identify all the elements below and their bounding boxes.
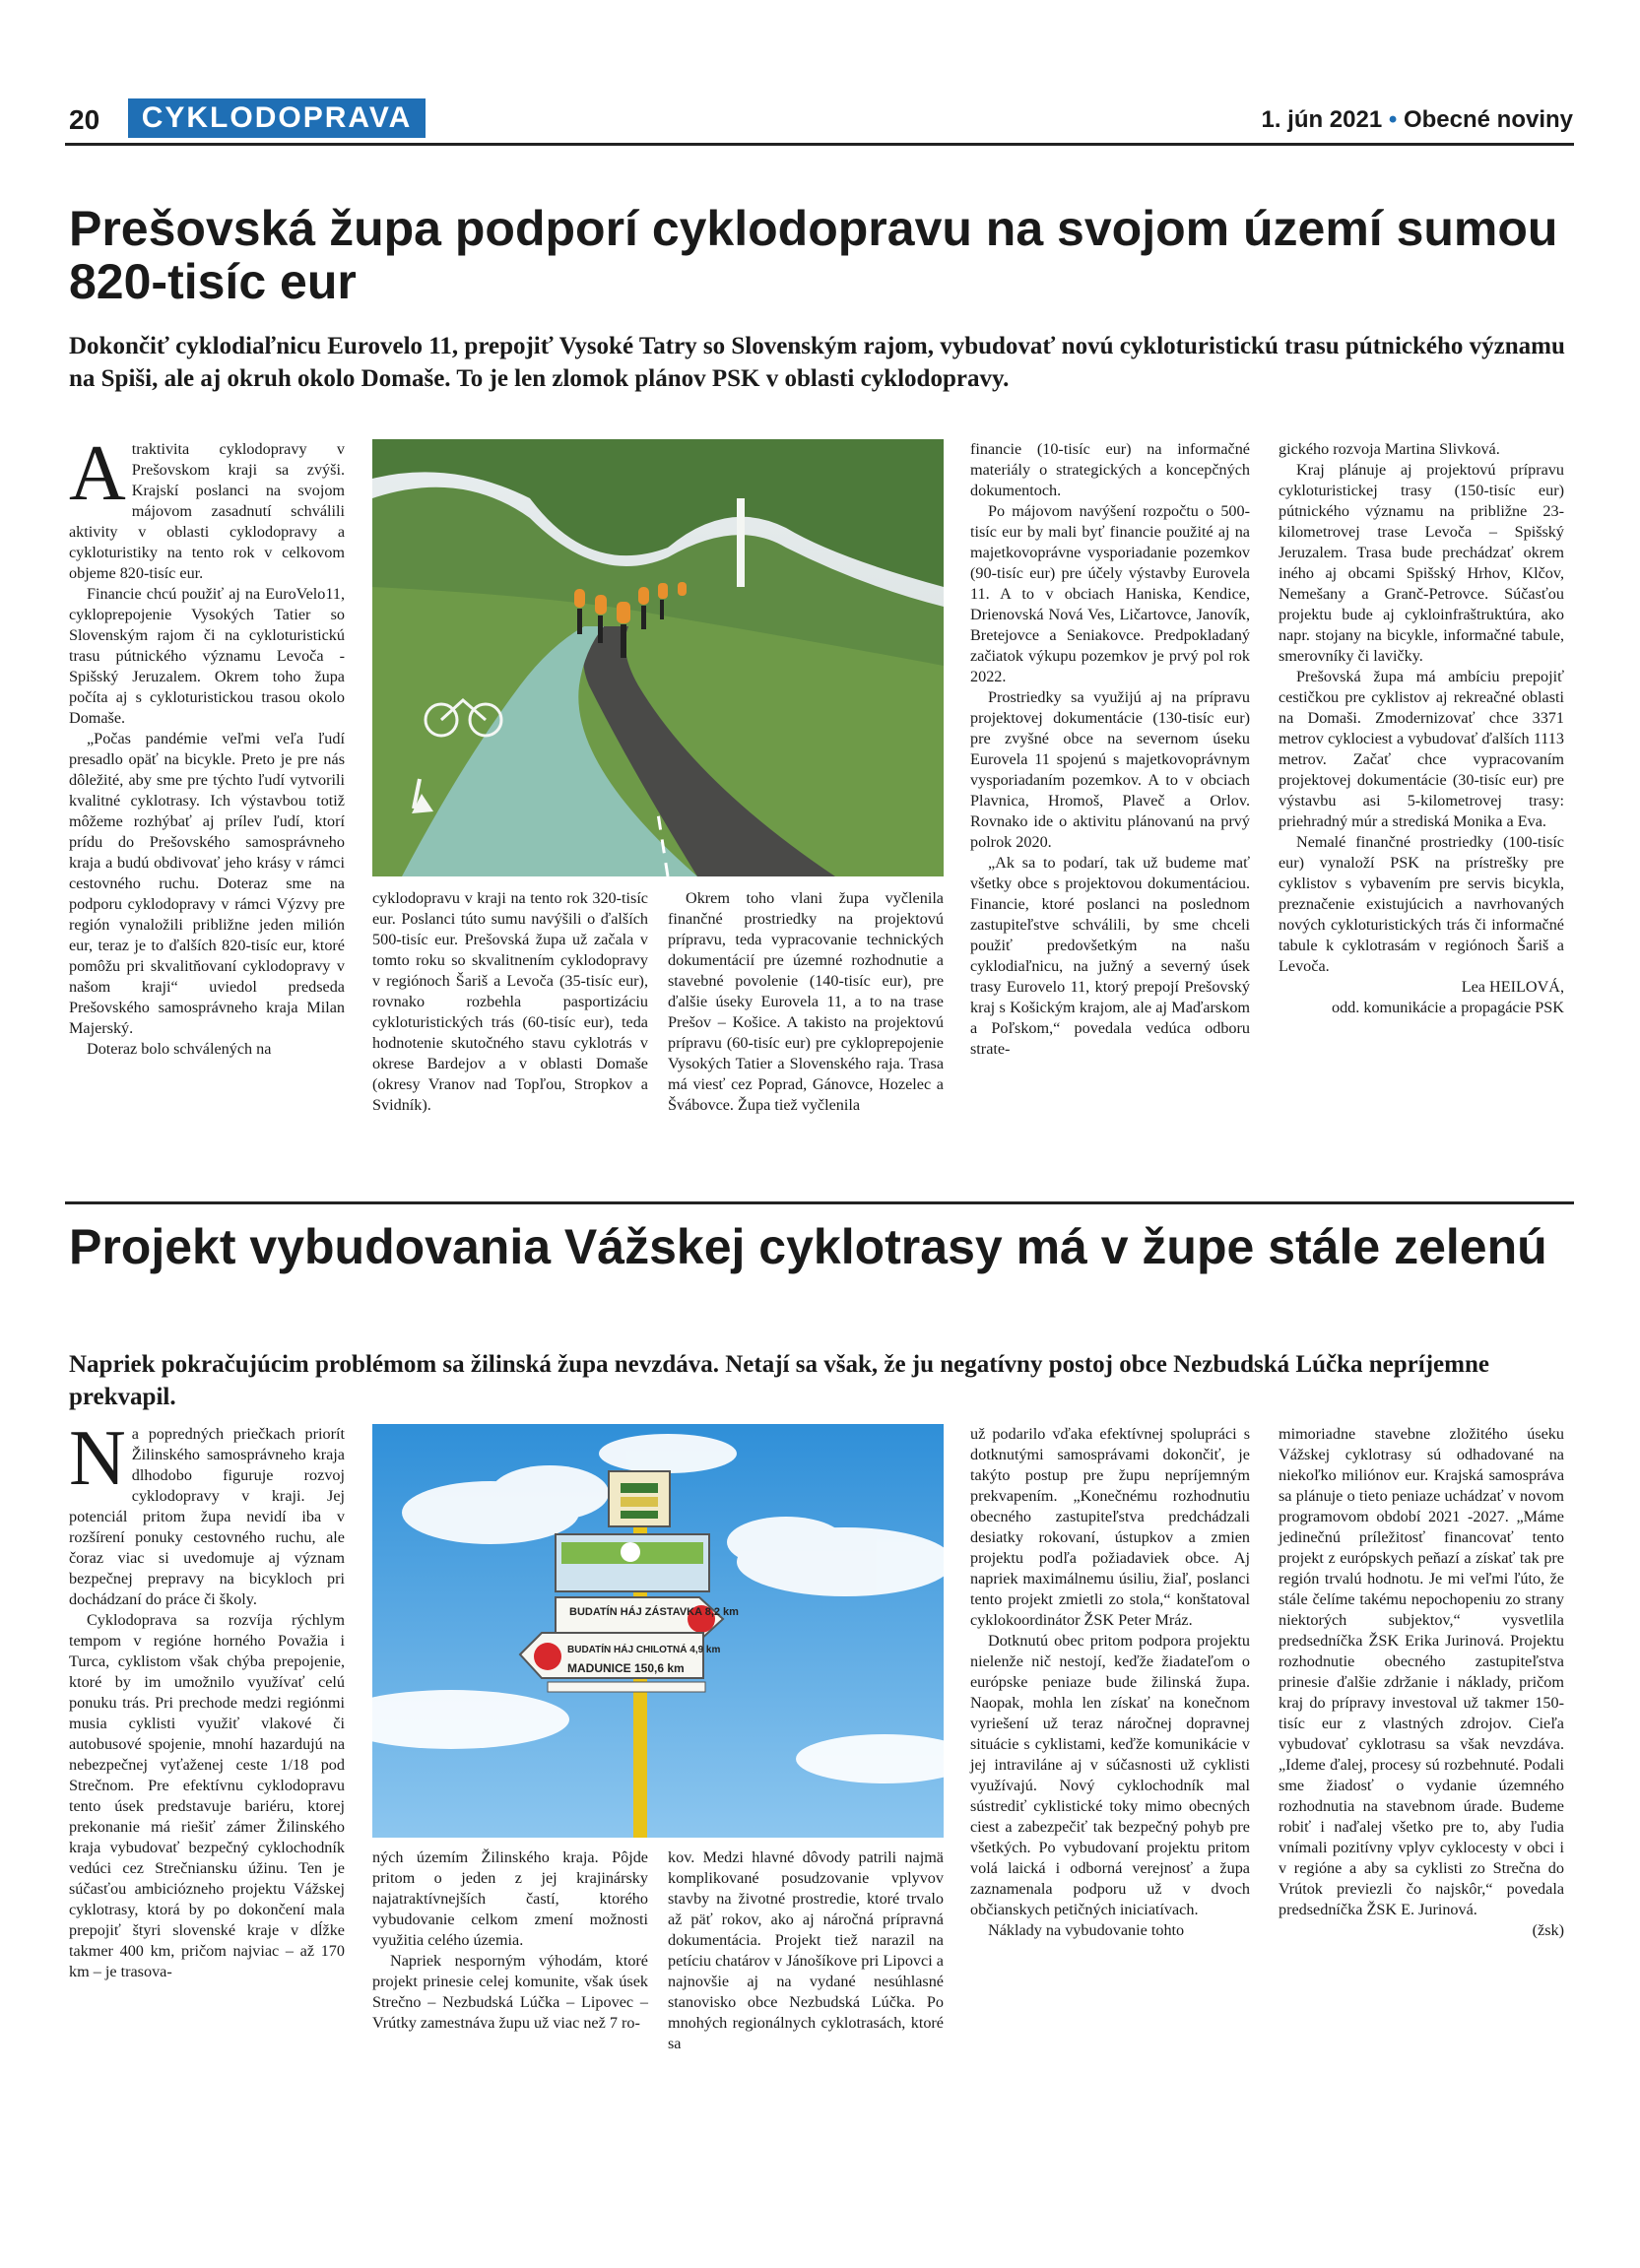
article2-paragraph: Dotknutú obec pritom podpora projektu nielenže nič nestojí, keďže žiadateľom o európske peniaze bude žilinská župa. Naopak, mohla len získať na konečnom vyriešení už teraz náročnej dopravnej situácie s cyklistami, keďže komunikácie v jej intraviláne aj v súčasnosti už cyklisti využívajú. Nový cyklochodník mal sústrediť cyklistické toky mimo obecných ciest a zabezpečiť tak bezpečný pohyb pre všetkých. Po vybudovaní projektu pritom volá laická i odborná verejnosť a župa zaznamenala podporu už v dvoch občianskych petičných iniciatívach. (970, 1632, 1250, 1918)
paper-name: Obecné noviny (1403, 106, 1573, 133)
article2-paragraph: už podarilo vďaka efektívnej spolupráci s dotknutými samosprávami dokončiť, je takýto postup pre župu nepríjemným prekvapením. „Konečnému rozhodnutiu obecného zastupiteľstva predchádzali desiatky rokovaní, ústupkov a zmien projektu podľa požiadaviek obce. Aj napriek maximálnemu úsiliu, žiaľ, poslanci tento projekt zmietli zo stola,“ konštatoval cyklokoordinátor ŽSK Peter Mráz. (970, 1425, 1250, 1629)
article1-paragraph: Financie chcú použiť aj na EuroVelo11, cykloprepojenie Vysokých Tatier so Slovenským rajom či na cykloturistickú trasu pútnického významu Levoča - Spišský Jeruzalem. Okrem toho župa počíta aj s cykloturistickou trasou okolo Domaše. (69, 585, 345, 727)
article1-paragraph: „Počas pandémie veľmi veľa ľudí presadlo opäť na bicykle. Preto je pre nás dôležité, aby sme pre týchto ľudí vytvorili kvalitné cyklotrasy. Ich výstavbou totiž môžeme rozhýbať aj prílev ľudí, ktorí prídu do Prešovského samosprávneho kraja a budú obdivovať jeho krásy v rámci cestovného ruchu. Doteraz sme na podporu cyklodopravy v rámci Výzvy pre región vynaložili približne jeden milión eur, teraz je to ďalších 820-tisíc eur, ktoré pomôžu pri skvalitňovaní cyklodopravy v našom kraji“ uviedol predseda Prešovského samosprávneho kraja Milan Majerský. (69, 730, 345, 1037)
cyclists-image (372, 439, 944, 876)
article1-paragraph: financie (10-tisíc eur) na informačné materiály o strategických a koncepčných dokumentoch. (970, 440, 1250, 499)
sign-middle-text: BUDATÍN HÁJ CHILOTNÁ 4,9 km (567, 1645, 721, 1655)
article1-signature-name: Lea HEILOVÁ, (1461, 978, 1564, 996)
page-number: 20 (69, 104, 100, 135)
article1-column-1 (69, 430, 345, 1060)
article2-paragraph: Cyklodoprava sa rozvíja rýchlym tempom v regióne horného Považia i Turca, cyklistom však chýba prepojenie, ktoré by im umožnilo využívať celú ponuku trás. Pri prechode medzi regiónmi musia cyklisti využiť vlakové či autobusové spojenie, mnohí hazardujú na nebezpečnej vyťaženej ceste 1/18 pod Strečnom. Pre efektívnu cyklodopravu tento úsek predstavuje bariéru, ktorej prekonanie má riešiť zámer Žilinského kraja vybudovať bezpečný cyklochodník vedúci cez Strečniansku úžinu. Ten je súčasťou ambiciózneho projektu Vážskej cyklotrasy, ktorá by po dokončení mala prepojiť štyri slovenské kraje v dĺžke takmer 400 km, pričom najviac – až 170 km – je trasova- (69, 1611, 345, 1980)
article2-lead: Napriek pokračujúcim problémom sa žilinská župa nevzdáva. Netají sa však, že ju negatívny postoj obce Nezbudská Lúčka nepríjemne prekvapil. (69, 1351, 1489, 1410)
article1-paragraph: Okrem toho vlani župa vyčlenila finančné prostriedky na projektovú prípravu, teda vypracovanie technických dokumentácií pre územné rozhodnutie a stavebné povolenie (140-tisíc eur), pre ďalšie úseky Eurovela 11, a to na trase Prešov – Košice. A takisto na projektovú prípravu (60-tisíc eur) pre cykloprepojenie Vysokých Tatier a Slovenského raja. Trasa má viesť cez Poprad, Gánovce, Hozelec a Švábovce. Župa tiež vyčlenila (668, 889, 944, 1114)
article1-column-5 (1279, 439, 1564, 1018)
article1-paragraph: Doteraz bolo schválených na (87, 1040, 272, 1058)
article1-paragraph: Prostriedky sa využijú aj na prípravu projektovej dokumentácie (130-tisíc eur) pre zvyšné obce na severnom úseku Eurovela 11 spojenú s majetkovoprávnym vysporiadaním pozemkov. A to v obciach Plavnica, Hromoš, Plaveč a Orlov. Rovnako ide o aktivitu plánovanú na prvý polrok 2020. (970, 688, 1250, 851)
sign-top-text: BUDATÍN HÁJ ZÁSTAVKA 8,2 km (569, 1606, 739, 1618)
article1-paragraph: Atraktivita cyklodopravy v Prešovskom kraji sa zvýši. Krajskí poslanci na svojom májovom zasadnutí schválili aktivity v oblasti cyklodopravy a cykloturistiky na tento rok v celkovom objeme 820-tisíc eur. (69, 430, 345, 582)
issue-separator: • (1388, 106, 1398, 133)
article1-paragraph: Prešovská župa má ambíciu prepojiť cestičkou pre cyklistov aj rekreačné oblasti na Domaši. Zmodernizovať chce 3371 metrov cyklociest a vybudovať ďalších 1113 metrov. Začať chce vypracovaním projektovej dokumentácie (30-tisíc eur) pre výstavbu asi 5-kilometrovej trasy: priehradný múr a strediská Monika a Eva. (1279, 668, 1564, 830)
article1-paragraph: „Ak sa to podarí, tak už budeme mať všetky obce s projektovou dokumentáciou. Financie, ktoré poslanci na poslednom zastupiteľstve schválili, by sme chceli použiť predovšetkým na našu cyklodiaľnicu, na južný a severný úsek trasy Eurovelo 11, ktorý prepojí Prešovský kraj s Košickým krajom, ale aj Maďarskom a Poľskom,“ povedala vedúca odboru strate- (970, 854, 1250, 1058)
article2-photo-signpost (372, 1424, 944, 1838)
article2-paragraph: Napriek nesporným výhodám, ktoré projekt prinesie celej komunite, však úsek Strečno – Nezbudská Lúčka – Lipovec – Vrútky zamestnáva župu už viac než 7 ro- (372, 1952, 648, 2032)
article1-lead: Dokončiť cyklodiaľnicu Eurovelo 11, prepojiť Vysoké Tatry so Slovenským rajom, vybudovať novú cykloturistickú trasu pútnického významu na Spiši, ale aj okruh okolo Domaše. To je len zlomok plánov PSK v oblasti cyklodopravy. (69, 333, 1565, 392)
article2-column-3 (668, 1847, 944, 2054)
article2-paragraph: mimoriadne stavebne zložitého úseku Vážskej cyklotrasy sú odhadované na niekoľko miliónov eur. Krajská samospráva sa plánuje o tieto peniaze uchádzať v novom programovom období 2021 -2027. „Máme jedinečnú príležitosť financovať tento projekt z európskych peňazí a získať tak pre región trvalú hodnotu. Je mi veľmi ľúto, že stále čelíme takému nepochopeniu zo strany niektorých subjektov,“ vysvetlila predsedníčka ŽSK Erika Jurinová. Projektu rozhodnutie obecného zastupiteľstva prinesie ďalšie zdržanie i náklady, pričom kraj do prípravy investoval už takmer 150-tisíc eur z vlastných zdrojov. Cieľa vybudovať cyklotrasu sa však nevzdáva. „Ideme ďalej, procesy sú rozbehnuté. Podali sme žiadosť o vydanie územného rozhodnutia na stavebnom úrade. Budeme robiť i naďalej všetko pre to, aby ľudia vnímali pozitívny vplyv cyklocesty v obci i v regióne a aby sa cyklisti zo Strečna do Vrútok previezli čo najskôr,“ povedala predsedníčka ŽSK E. Jurinová. (1279, 1425, 1564, 1918)
article1-paragraph: cyklodopravu v kraji na tento rok 320-tisíc eur. Poslanci túto sumu navýšili o ďalších 500-tisíc eur. Prešovská župa už začala v tomto roku so skvalitnením cyklodopravy v regiónoch Šariš a Levoča (35-tisíc eur), rovnako rozbehla pasportizáciu cykloturistických trás (60-tisíc eur), teda hodnotenie skutočného stavu cyklotrás v okrese Bardejov a v oblasti Domaše (okresy Vranov nad Topľou, Stropkov a Svidník). (372, 889, 648, 1114)
sign-bottom-text: MADUNICE 150,6 km (567, 1661, 685, 1675)
article1-column-2 (372, 888, 648, 1116)
article2-column-5 (1279, 1424, 1564, 1941)
article2-paragraph: Na popredných priečkach priorít Žilinského samosprávneho kraja dlhodobo figuruje rozvoj cyklodopravy v kraji. Jej potenciál pritom župa nevidí iba v rozšírení ponuky cestovného ruchu, ale čoraz viac si uvedomuje aj význam bezpečnej prepravy na bicykloch pri dochádzaní do práce či školy. (69, 1415, 345, 1608)
issue-info (1261, 106, 1573, 134)
article2-signature: (žsk) (1532, 1921, 1564, 1939)
article1-signature-dept: odd. komunikácie a propagácie PSK (1331, 999, 1564, 1016)
article2-column-1 (69, 1415, 345, 1982)
article2-column-4 (970, 1424, 1250, 1941)
article2-paragraph: ných územím Žilinského kraja. Pôjde pritom o jeden z jej krajinársky najatraktívnejších častí, ktorého vybudovanie celkom zmení možnosti využitia celého územia. (372, 1848, 648, 1949)
article2-title: Projekt vybudovania Vážskej cyklotrasy má v župe stále zelenú (69, 1219, 1547, 1274)
header-rule (65, 143, 1574, 146)
article1-paragraph: gického rozvoja Martina Slivková. (1279, 440, 1500, 458)
signpost-image (372, 1424, 944, 1838)
article2-paragraph: kov. Medzi hlavné dôvody patrili najmä komplikované posudzovanie vplyvov stavby na životné prostredie, ktoré trvalo až päť rokov, ako aj náročná prípravná dokumentácia. Projekt tiež narazil na petíciu chatárov v Jánošíkove pri Lipovci a najnovšie aj na vydané nesúhlasné stanovisko obce Nezbudská Lúčka. Po mnohých regionálnych cyklotrasách, ktoré sa (668, 1848, 944, 2052)
article1-paragraph: Kraj plánuje aj projektovú prípravu cykloturistickej trasy (150-tisíc eur) pútnického významu na približne 23-kilometrovej trase Levoča – Spišský Jeruzalem. Trasa bude prechádzať okrem iného aj obcami Spišský Hrhov, Klčov, Nemešany a Granč-Petrovce. Súčasťou projektu bude aj cykloinfraštruktúra, ako napr. stojany na bicykle, informačné tabule, smerovníky či lavičky. (1279, 461, 1564, 665)
article2-dropcap: N (69, 1415, 126, 1502)
section-label: CYKLODOPRAVA (128, 98, 426, 138)
article1-photo-cyclists (372, 439, 944, 876)
article1-paragraph: Nemalé finančné prostriedky (100-tisíc eur) vynaloží PSK na prístrešky pre cyklistov s vybavením pre servis bicykla, preznačenie existujúcich a navrhovaných nových cykloturistických trás či informačné tabule k cyklotrasám v regiónoch Šariš a Levoča. (1279, 833, 1564, 975)
article1-paragraph: Po májovom navýšení rozpočtu o 500-tisíc eur by mali byť financie použité aj na majetkovoprávne vysporiadanie pozemkov (90-tisíc eur) pre účely výstavby Eurovela 11. A to v obciach Haniska, Kendice, Drienovská Nová Ves, Ličartovce, Janovík, Bretejovce a Seniakovce. Predpokladaný začiatok výkupu pozemkov je prvý pol rok 2022. (970, 502, 1250, 685)
article1-column-4 (970, 439, 1250, 1060)
article2-column-2 (372, 1847, 648, 2034)
article1-column-3 (668, 888, 944, 1116)
issue-date: 1. jún 2021 (1261, 106, 1383, 133)
article1-title: Prešovská župa podporí cyklodopravu na svojom území sumou 820-tisíc eur (69, 201, 1558, 309)
article1-dropcap: A (69, 430, 126, 517)
article2-paragraph: Náklady na vybudovanie tohto (988, 1921, 1185, 1939)
article-divider (65, 1201, 1574, 1204)
